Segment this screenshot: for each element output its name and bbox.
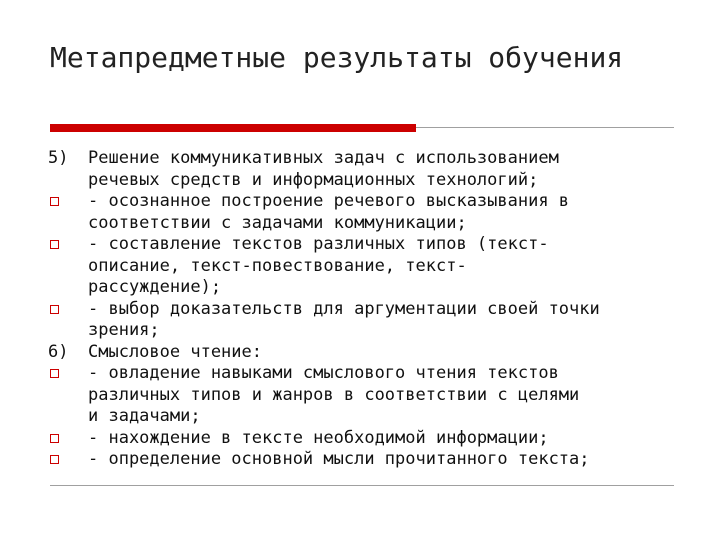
list-item: [48, 342, 698, 364]
list-item-line: - нахождение в тексте необходимой информации;: [88, 427, 549, 448]
list-item-bullet: [48, 428, 88, 450]
list-item: [48, 299, 698, 342]
list-item-text: [88, 191, 698, 234]
list-item-number: 5): [48, 148, 69, 168]
list-item-line: - выбор доказательств для аргументации своей точки: [88, 298, 600, 319]
bottom-divider: [50, 485, 674, 486]
list-item-bullet: [48, 449, 88, 471]
list-item: [48, 148, 698, 191]
list-item-bullet: [48, 363, 88, 385]
list-item: [48, 191, 698, 234]
title-underline: [50, 124, 674, 132]
list-item-bullet: [48, 234, 88, 256]
square-bullet-icon: [50, 305, 59, 314]
list-item-line: речевых средств и информационных технологий;: [88, 169, 539, 190]
list-item-line: соответствии с задачами коммуникации;: [88, 212, 467, 233]
list-item-line: зрения;: [88, 320, 160, 340]
square-bullet-icon: [50, 240, 59, 249]
list-item: [48, 428, 698, 450]
list-item-text: [88, 363, 698, 428]
list-item-number: 6): [48, 341, 69, 362]
list-item-bullet: [48, 191, 88, 213]
list-item-line: Смысловое чтение:: [88, 341, 262, 362]
list-item-line: - осознанное построение речевого высказывания в: [88, 191, 570, 211]
list-item-line: - овладение навыками смыслового чтения текстов: [88, 363, 559, 383]
list-item-line: описание, текст-повествование, текст-: [88, 255, 467, 276]
square-bullet-icon: [50, 369, 59, 378]
list-item-text: [88, 449, 698, 471]
square-bullet-icon: [50, 434, 59, 443]
content-list: [48, 148, 698, 471]
list-item-text: [88, 428, 698, 450]
list-item-text: [88, 299, 698, 342]
list-item-line: - составление текстов различных типов (текст-: [88, 234, 549, 254]
list-item-bullet: [48, 299, 88, 321]
title-underline-accent: [50, 124, 416, 132]
list-item-line: Решение коммуникативных задач с использованием: [88, 148, 559, 168]
slide-title: Метапредметные результаты обучения: [50, 41, 624, 74]
list-item: [48, 363, 698, 428]
list-item: [48, 449, 698, 471]
title-underline-line: [416, 127, 674, 128]
list-item-line: рассуждение);: [88, 277, 222, 297]
list-item-line: различных типов и жанров в соответствии с целями: [88, 384, 580, 405]
list-item-line: и задачами;: [88, 406, 201, 426]
list-item-text: [88, 234, 698, 299]
list-item: [48, 234, 698, 299]
list-item-line: - определение основной мысли прочитанного текста;: [88, 449, 590, 469]
square-bullet-icon: [50, 455, 59, 464]
square-bullet-icon: [50, 197, 59, 206]
list-item-text: [88, 148, 698, 191]
list-item-text: [88, 342, 698, 364]
